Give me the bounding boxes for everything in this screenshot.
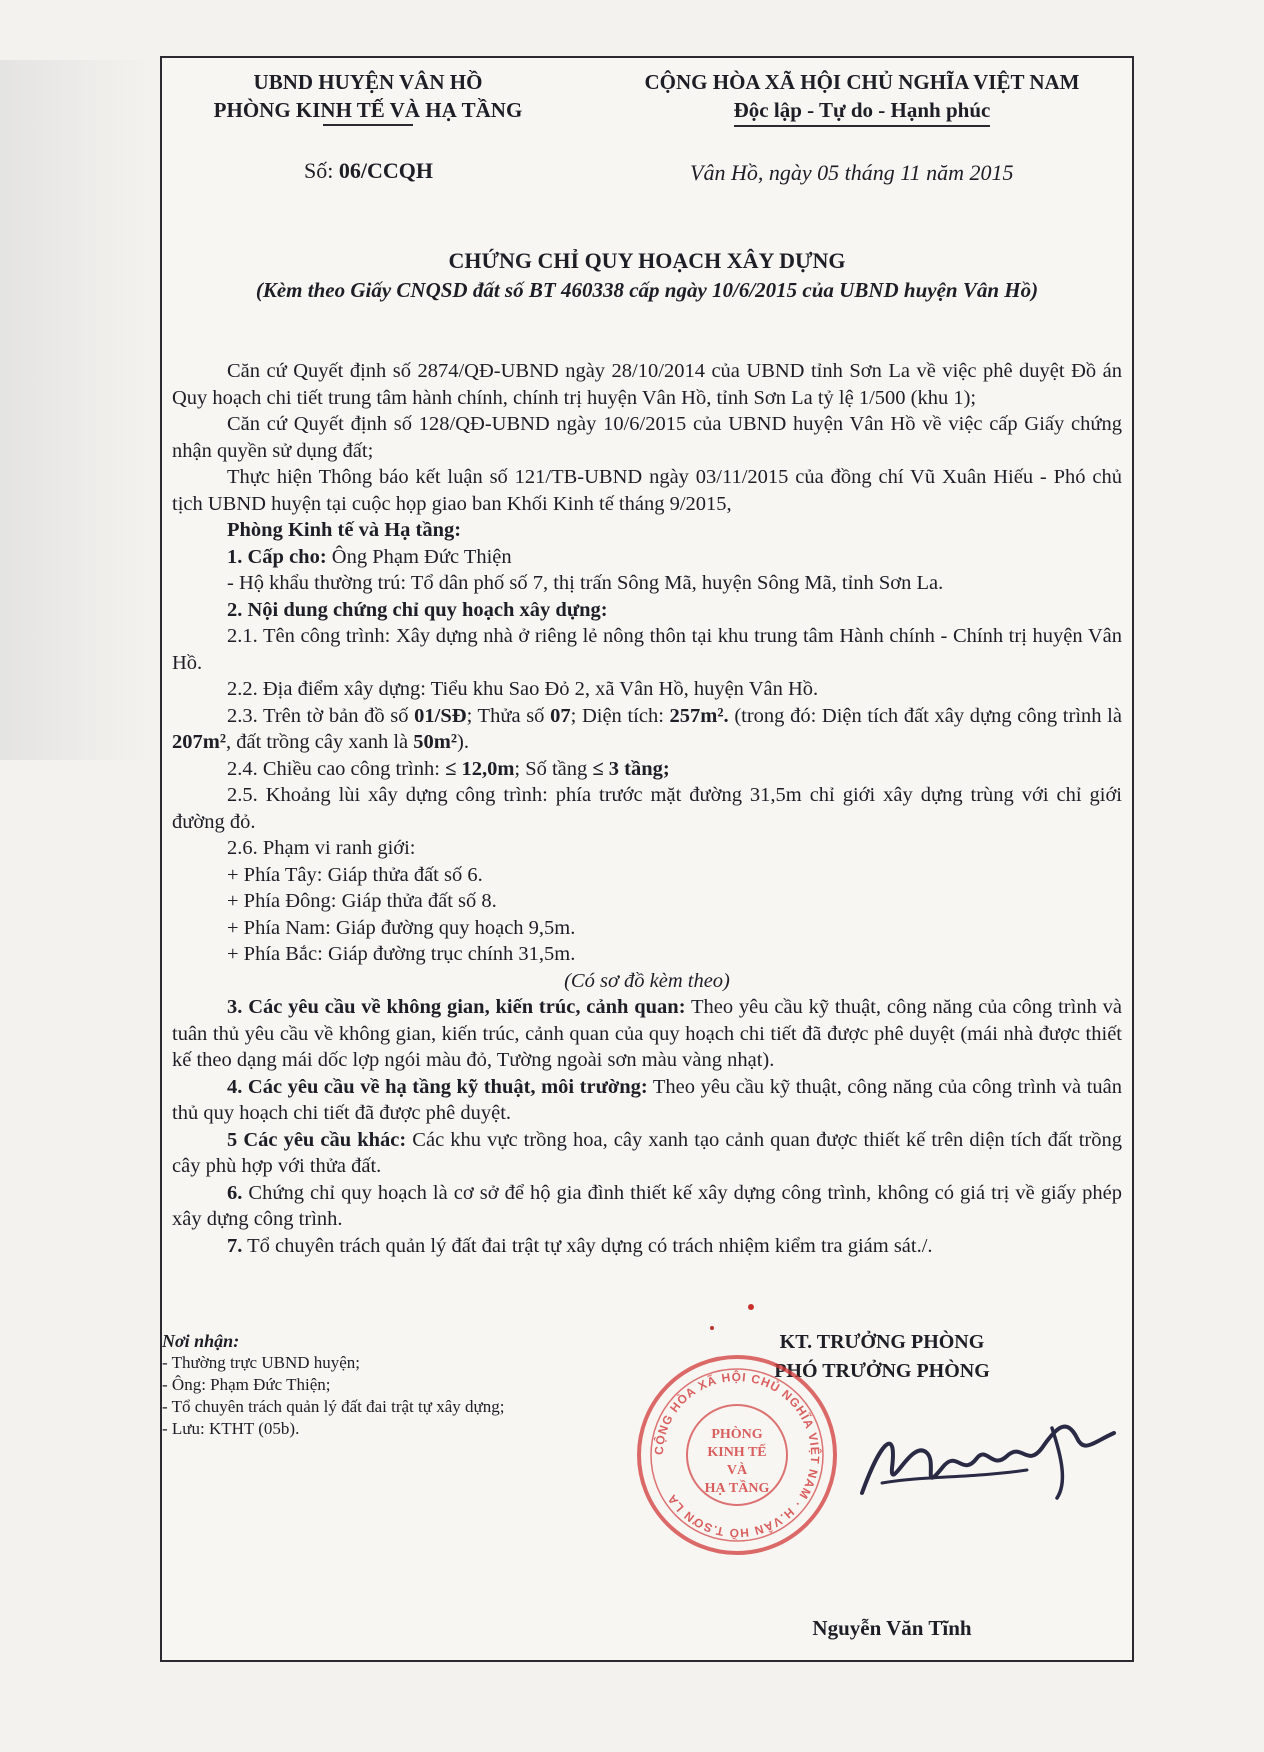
recipient-item: - Tổ chuyên trách quản lý đất đai trật tự xây dựng; — [162, 1397, 505, 1416]
boundary-east: + Phía Đông: Giáp thửa đất số 8. — [227, 890, 497, 912]
section-2-5: 2.5. Khoảng lùi xây dựng công trình: phía trước mặt đường 31,5m chỉ giới xây dựng trùng với chỉ giới đường đỏ. — [172, 784, 1122, 833]
agency-header — [198, 68, 538, 126]
section-2-heading: 2. Nội dung chứng chỉ quy hoạch xây dựng: — [227, 598, 608, 621]
red-dot-mark — [710, 1326, 714, 1330]
recipient-item: - Ông: Phạm Đức Thiện; — [162, 1375, 331, 1394]
section-1: 1. Cấp cho: Ông Phạm Đức Thiện — [227, 545, 512, 568]
section-2-2: 2.2. Địa điểm xây dựng: Tiểu khu Sao Đỏ 2, xã Vân Hồ, huyện Vân Hồ. — [227, 678, 819, 700]
attached-diagram-note: (Có sơ đồ kèm theo) — [564, 969, 730, 992]
boundary-north: + Phía Bắc: Giáp đường trục chính 31,5m. — [227, 943, 576, 965]
recipient-item: - Lưu: KTHT (05b). — [162, 1419, 300, 1438]
document-body — [172, 358, 1122, 1259]
signer-role-2: PHÓ TRƯỞNG PHÒNG — [774, 1360, 990, 1382]
recipient-item: - Thường trực UBND huyện; — [162, 1353, 361, 1372]
red-seal-stamp — [632, 1350, 842, 1560]
section-2-4: 2.4. Chiều cao công trình: ≤ 12,0m; Số tầng ≤ 3 tầng; — [227, 757, 670, 780]
national-motto: Độc lập - Tự do - Hạnh phúc — [734, 96, 991, 127]
section-4: 4. Các yêu cầu về hạ tầng kỹ thuật, môi trường: Theo yêu cầu kỹ thuật, công năng của công trình và tuân thủ quy hoạch chi tiết đã được phê duyệt. — [172, 1075, 1122, 1124]
boundary-west: + Phía Tây: Giáp thửa đất số 6. — [227, 863, 483, 886]
document-title: CHỨNG CHỈ QUY HOẠCH XÂY DỰNG — [448, 248, 846, 273]
scan-shadow — [0, 60, 150, 760]
handwritten-signature — [852, 1398, 1122, 1518]
section-2-6: 2.6. Phạm vi ranh giới: — [227, 837, 416, 859]
signer-role-1: KT. TRƯỞNG PHÒNG — [779, 1331, 985, 1353]
basis-paragraph-3: Thực hiện Thông báo kết luận số 121/TB-UBND ngày 03/11/2015 của đồng chí Vũ Xuân Hiếu - Phó chủ tịch UBND huyện tại cuộc họp giao ban Khối Kinh tế tháng 9/2015, — [172, 466, 1122, 515]
national-title: CỘNG HÒA XÃ HỘI CHỦ NGHĨA VIỆT NAM — [644, 70, 1080, 94]
signer-name: Nguyễn Văn Tĩnh — [812, 1616, 972, 1640]
section-2-1: 2.1. Tên công trình: Xây dựng nhà ở riêng lẻ nông thôn tại khu trung tâm Hành chính - Chính trị huyện Vân Hồ. — [172, 625, 1122, 674]
basis-paragraph-2: Căn cứ Quyết định số 128/QĐ-UBND ngày 10/6/2015 của UBND huyện Vân Hồ về việc cấp Giấy chứng nhận quyền sử dụng đất; — [172, 413, 1122, 462]
stamp-ring-text: CỘNG HÒA XÃ HỘI CHỦ NGHĨA VIỆT NAM · H.VÂN HỒ T.SƠN LA — [651, 1369, 823, 1541]
section-7: 7. Tổ chuyên trách quản lý đất đai trật tự xây dựng có trách nhiệm kiểm tra giám sát./. — [227, 1234, 933, 1257]
issue-date: Vân Hồ, ngày 05 tháng 11 năm 2015 — [690, 160, 1014, 185]
svg-text:KINH TẾ: KINH TẾ — [707, 1445, 767, 1460]
basis-paragraph-1: Căn cứ Quyết định số 2874/QĐ-UBND ngày 28/10/2014 của UBND tỉnh Sơn La về việc phê duyệt Đồ án Quy hoạch chi tiết trung tâm hành chính, chính trị huyện Vân Hồ, tỉnh Sơn La tỷ lệ 1/500 (khu 1); — [172, 360, 1122, 409]
issuer-line: Phòng Kinh tế và Hạ tầng: — [227, 519, 462, 541]
section-5: 5 Các yêu cầu khác: Các khu vực trồng hoa, cây xanh tạo cảnh quan được thiết kế trên diện tích đất trồng cây phù hợp với thửa đất. — [172, 1128, 1122, 1177]
agency-underline — [323, 124, 413, 126]
svg-text:HẠ TẦNG: HẠ TẦNG — [704, 1481, 770, 1496]
agency-parent: UBND HUYỆN VÂN HỒ — [253, 70, 483, 94]
document-frame — [160, 56, 1134, 1662]
svg-text:PHÒNG: PHÒNG — [711, 1427, 763, 1442]
section-3: 3. Các yêu cầu về không gian, kiến trúc, cảnh quan: Theo yêu cầu kỹ thuật, công năng của công trình và tuân thủ yêu cầu về không gian, kiến trúc, cảnh quan của quy hoạch chi tiết đã được phê duyệt (mái nhà được thiết kế theo dạng mái dốc lợp ngói màu đỏ, Tường ngoài sơn màu vàng nhạt). — [172, 996, 1122, 1071]
national-header — [602, 68, 1122, 127]
recipients-label: Nơi nhận: — [162, 1331, 240, 1351]
section-1-address: - Hộ khẩu thường trú: Tổ dân phố số 7, thị trấn Sông Mã, huyện Sông Mã, tỉnh Sơn La. — [227, 572, 944, 594]
document-number: Số: 06/CCQH — [304, 158, 433, 183]
svg-text:VÀ: VÀ — [726, 1463, 748, 1478]
document-number-value: 06/CCQH — [338, 158, 433, 183]
document-subtitle: (Kèm theo Giấy CNQSD đất số BT 460338 cấp ngày 10/6/2015 của UBND huyện Vân Hồ) — [255, 278, 1039, 302]
red-dot-mark — [748, 1304, 754, 1310]
section-2-3: 2.3. Trên tờ bản đồ số 01/SĐ; Thửa số 07; Diện tích: 257m². (trong đó: Diện tích đất xây dựng công trình là 207m², đất trồng cây xanh là 50m²). — [172, 704, 1122, 753]
section-6: 6. Chứng chỉ quy hoạch là cơ sở để hộ gia đình thiết kế xây dựng công trình, không có giá trị về giấy phép xây dựng công trình. — [172, 1181, 1122, 1230]
recipients-block — [162, 1330, 504, 1440]
boundary-south: + Phía Nam: Giáp đường quy hoạch 9,5m. — [227, 916, 576, 939]
agency-name: PHÒNG KINH TẾ VÀ HẠ TẦNG — [213, 98, 523, 122]
